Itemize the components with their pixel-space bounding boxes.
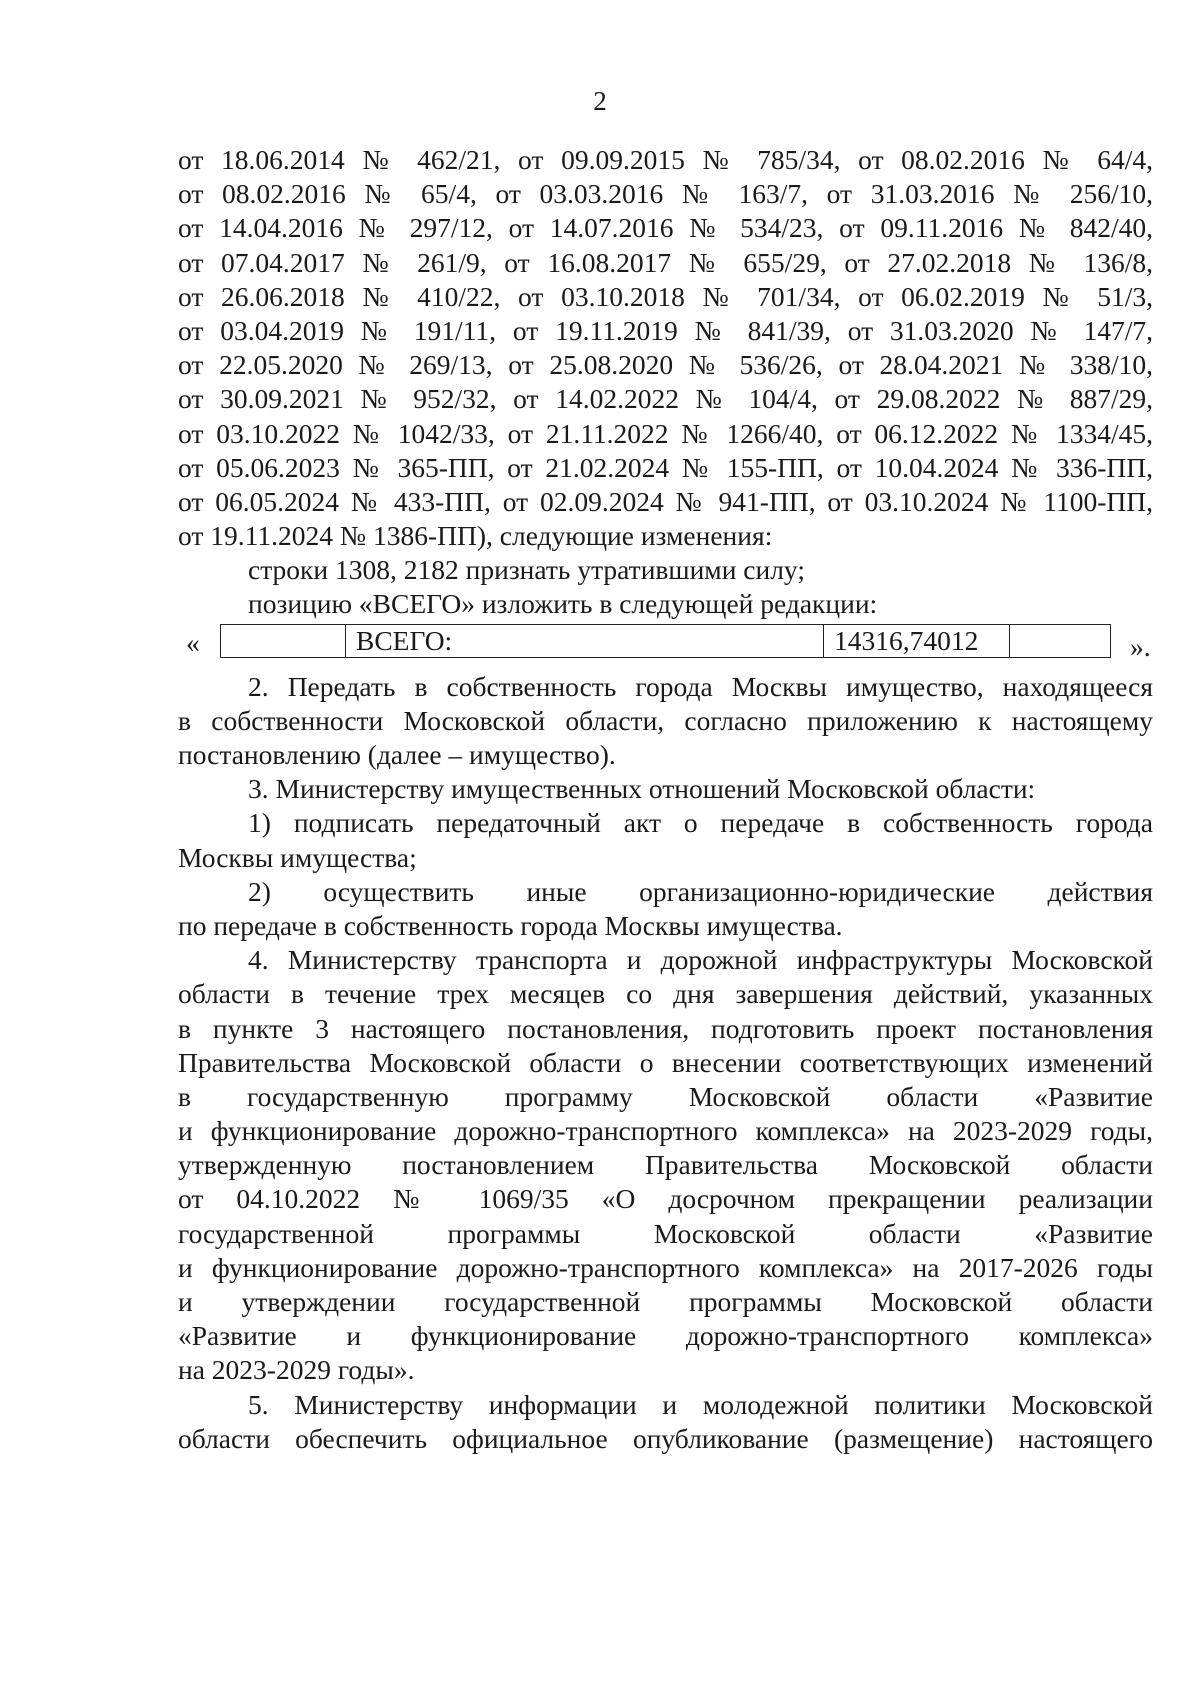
amendment-list-line: от 06.05.2024 № 433-ПП, от 02.09.2024 № 941-ПП, от 03.10.2024 № 1100-ПП, [178, 485, 1153, 517]
paragraph-4-line: области в течение трех месяцев со дня завершения действий, указанных [178, 978, 1153, 1010]
amendment-list-line: от 03.10.2022 № 1042/33, от 21.11.2022 № 1266/40, от 06.12.2022 № 1334/45, [178, 417, 1153, 449]
total-table-row [178, 624, 1153, 664]
amendment-list-line: от 07.04.2017 № 261/9, от 16.08.2017 № 655/29, от 27.02.2018 № 136/8, [178, 246, 1153, 278]
paragraph-3-2-end: по передаче в собственность города Москвы имущества. [178, 909, 843, 941]
paragraph-4-end: на 2023-2029 годы». [178, 1354, 415, 1386]
paragraph-3: 3. Министерству имущественных отношений Московской области: [248, 773, 1036, 805]
total-table [220, 624, 1111, 658]
table-cell-empty [221, 625, 346, 657]
amendment-list-line: от 14.04.2016 № 297/12, от 14.07.2016 № 534/23, от 09.11.2016 № 842/40, [178, 212, 1153, 244]
paragraph-2-line: в собственности Московской области, согласно приложению к настоящему [178, 704, 1153, 736]
paragraph-5-line: области обеспечить официальное опубликование (размещение) настоящего [178, 1422, 1153, 1454]
table-cell-empty [1010, 625, 1110, 657]
item-total-position: позицию «ВСЕГО» изложить в следующей редакции: [248, 588, 878, 620]
close-quote: ». [1130, 630, 1151, 662]
paragraph-4-line: и функционирование дорожно-транспортного комплекса» на 2023-2029 годы, [178, 1115, 1153, 1147]
paragraph-4-body [178, 977, 1153, 1353]
paragraph-4-line: и функционирование дорожно-транспортного комплекса» на 2017-2026 годы [178, 1251, 1153, 1283]
paragraph-3-1-end: Москвы имущества; [178, 841, 417, 873]
paragraph-4-line: в пункте 3 настоящего постановления, подготовить проект постановления [178, 1012, 1153, 1044]
amendment-list-line: от 30.09.2021 № 952/32, от 14.02.2022 № 104/4, от 29.08.2022 № 887/29, [178, 383, 1153, 415]
amendment-list-line: от 03.04.2019 № 191/11, от 19.11.2019 № 841/39, от 31.03.2020 № 147/7, [178, 314, 1153, 346]
paragraph-4-line: государственной программы Московской области «Развитие [178, 1217, 1153, 1249]
paragraph-4-line: и утверждении государственной программы Московской области [178, 1286, 1153, 1317]
paragraph-5-line: 5. Министерству информации и молодежной политики Московской [248, 1388, 1153, 1420]
amendment-list-line: от 18.06.2014 № 462/21, от 09.09.2015 № 785/34, от 08.02.2016 № 64/4, [178, 144, 1153, 175]
paragraph-4-line: утвержденную постановлением Правительства Московской области [178, 1149, 1153, 1181]
paragraph-2-end: постановлению (далее – имущество). [178, 739, 616, 770]
table-cell-label: ВСЕГО: [346, 625, 824, 657]
paragraph-3-2-line: 2) осуществить иные организационно-юридические действия [248, 875, 1153, 907]
paragraph-4-line: «Развитие и функционирование дорожно-транспортного комплекса» [178, 1320, 1153, 1352]
paragraph-3-1-line: 1) подписать передаточный акт о передаче в собственность города [248, 807, 1153, 839]
paragraph-2-line: 2. Передать в собственность города Москвы имущество, находящееся [248, 670, 1153, 702]
paragraph-4-line: от 04.10.2022 № 1069/35 «О досрочном прекращении реализации [178, 1183, 1153, 1215]
amendment-list-line: от 08.02.2016 № 65/4, от 03.03.2016 № 163/7, от 31.03.2016 № 256/10, [178, 178, 1153, 210]
amendment-list-line: от 22.05.2020 № 269/13, от 25.08.2020 № 536/26, от 28.04.2021 № 338/10, [178, 349, 1153, 381]
table-cell-value: 14316,74012 [824, 625, 1010, 657]
page-number: 2 [593, 86, 607, 116]
open-quote: « [186, 626, 200, 658]
item-rows-repealed: строки 1308, 2182 признать утратившими силу; [248, 554, 805, 586]
paragraph-4-line: 4. Министерству транспорта и дорожной инфраструктуры Московской [248, 944, 1153, 976]
amendment-list-line: от 26.06.2018 № 410/22, от 03.10.2018 № 701/34, от 06.02.2019 № 51/3, [178, 280, 1153, 312]
amendment-list-line: от 05.06.2023 № 365-ПП, от 21.02.2024 № 155-ПП, от 10.04.2024 № 336-ПП, [178, 451, 1153, 483]
amendment-list [178, 143, 1153, 519]
document-body [178, 143, 1153, 1456]
paragraph-4-line: в государственную программу Московской области «Развитие [178, 1080, 1153, 1112]
paragraph-4-line: Правительства Московской области о внесении соответствующих изменений [178, 1046, 1153, 1078]
amendment-list-end: от 19.11.2024 № 1386-ПП), следующие изменения: [178, 520, 773, 552]
